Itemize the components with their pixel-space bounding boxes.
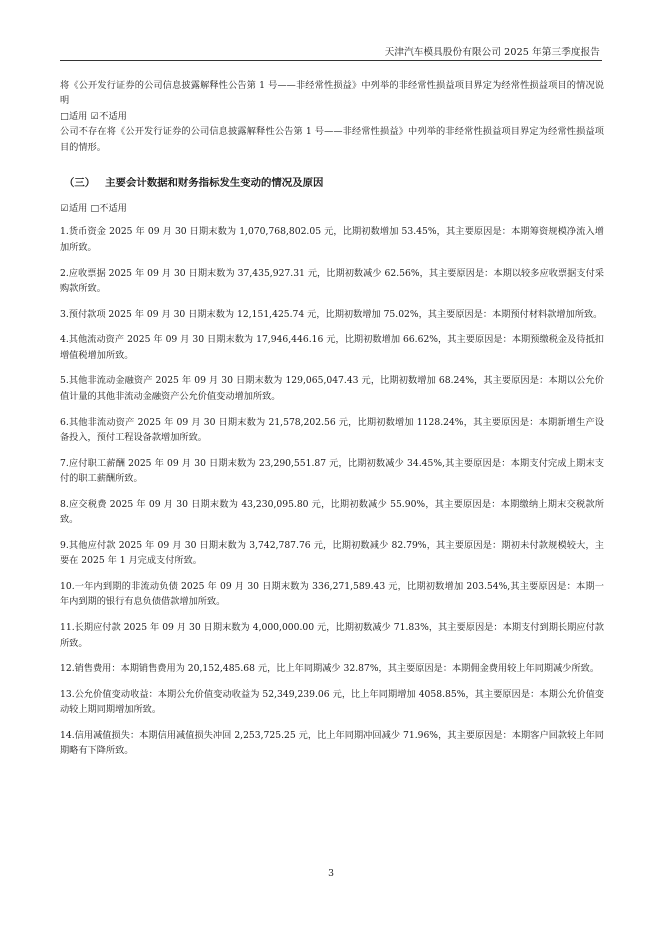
list-item: 13.公允价值变动收益：本期公允价值变动收益为 52,349,239.06 元，比上年同期增加 4058.85%，其主要原因是：本期公允价值变动较上期同期增加所致。: [60, 688, 604, 716]
list-item: 5.其他非流动金融资产 2025 年 09 月 30 日期末数为 129,065,047.43 元，比期初数增加 68.24%，其主要原因是：本期以公允价值计量的其他非流动金融资产公允价值变动增加所致。: [60, 375, 604, 402]
nonrecurring-applicability: [60, 109, 604, 124]
change-explanations-list: [60, 224, 604, 758]
list-item: 8.应交税费 2025 年 09 月 30 日期末数为 43,230,095.80 元，比期初数减少 55.90%，其主要原因是：本期缴纳上期末交税款所致。: [60, 498, 604, 526]
list-item: 12.销售费用：本期销售费用为 20,152,485.68 元，比上年同期减少 32.87%，其主要原因是：本期佣金费用较上年同期减少所致。: [60, 663, 600, 675]
not-applicable-label: 不适用: [99, 110, 127, 122]
report-header-title: 天津汽车模具股份有限公司 2025 年第三季度报告: [384, 47, 600, 58]
checked-box-icon: ☑: [90, 110, 99, 122]
unchecked-box-icon: □: [90, 203, 100, 215]
page-number: 3: [328, 868, 334, 879]
nonrecurring-intro: 将《公开发行证券的公司信息披露解释性公告第 1 号——非经常性损益》中列举的非经常性损益项目界定为经常性损益项目的情况说明: [60, 80, 604, 107]
not-applicable-label: 不适用: [99, 203, 127, 215]
list-item: 4.其他流动资产 2025 年 09 月 30 日期末数为 17,946,446.16 元，比期初数增加 66.62%，其主要原因是：本期预缴税金及待抵扣增值税增加所致。: [60, 334, 604, 361]
list-item: 6.其他非流动资产 2025 年 09 月 30 日期末数为 21,578,202.56 元，比期初数增加 1128.24%，其主要原因是：本期新增生产设备投入，预付工程设备款增加所致。: [60, 416, 604, 443]
list-item: 9.其他应付款 2025 年 09 月 30 日期末数为 3,742,787.76 元，比期初数减少 82.79%，其主要原因是：期初未付款规模较大，主要在 2025 年 1 月完成支付所致。: [60, 539, 604, 567]
list-item: 2.应收票据 2025 年 09 月 30 日期末数为 37,435,927.31 元，比期初数减少 62.56%，其主要原因是：本期以较多应收票据支付采购款所致。: [60, 267, 604, 294]
section-applicability: [60, 201, 604, 216]
section-title: 主要会计数据和财务指标发生变动的情况及原因: [105, 177, 324, 190]
list-item: 11.长期应付款 2025 年 09 月 30 日期末数为 4,000,000.00 元，比期初数减少 71.83%，其主要原因是：本期支付到期长期应付款所致。: [60, 622, 604, 649]
header-divider: [60, 60, 602, 61]
applicable-label: 适用: [69, 110, 88, 122]
list-item: 14.信用减值损失：本期信用减值损失冲回 2,253,725.25 元，比上年同期冲回减少 71.96%，其主要原因是：本期客户回款较上年同期略有下降所致。: [60, 730, 604, 757]
checked-box-icon: ☑: [60, 203, 69, 215]
applicable-label: 适用: [69, 203, 88, 215]
unchecked-box-icon: □: [60, 110, 69, 122]
list-item: 10.一年内到期的非流动负债 2025 年 09 月 30 日期末数为 336,271,589.43 元，比期初数增加 203.54%,其主要原因是：本期一年内到期的银行有息负债借款增加所致。: [60, 581, 604, 608]
nonrecurring-statement: 公司不存在将《公开发行证券的公司信息披露解释性公告第 1 号——非经常性损益》中列举的非经常性损益项目界定为经常性损益项目的情形。: [60, 126, 604, 153]
section-heading: [60, 175, 604, 191]
page-content: [60, 78, 604, 769]
list-item: 1.货币资金 2025 年 09 月 30 日期末数为 1,070,768,802.05 元，比期初数增加 53.45%，其主要原因是：本期筹资规模净流入增加所致。: [60, 226, 604, 253]
section-number: （三）: [64, 177, 96, 190]
list-item: 3.预付款项 2025 年 09 月 30 日期末数为 12,151,425.74 元，比期初数增加 75.02%，其主要原因是：本期预付材料款增加所致。: [60, 308, 603, 320]
list-item: 7.应付职工薪酬 2025 年 09 月 30 日期末数为 23,290,551.87 元，比期初数减少 34.45%,其主要原因是：本期支付完成上期末支付的职工薪酬所致。: [60, 457, 604, 485]
